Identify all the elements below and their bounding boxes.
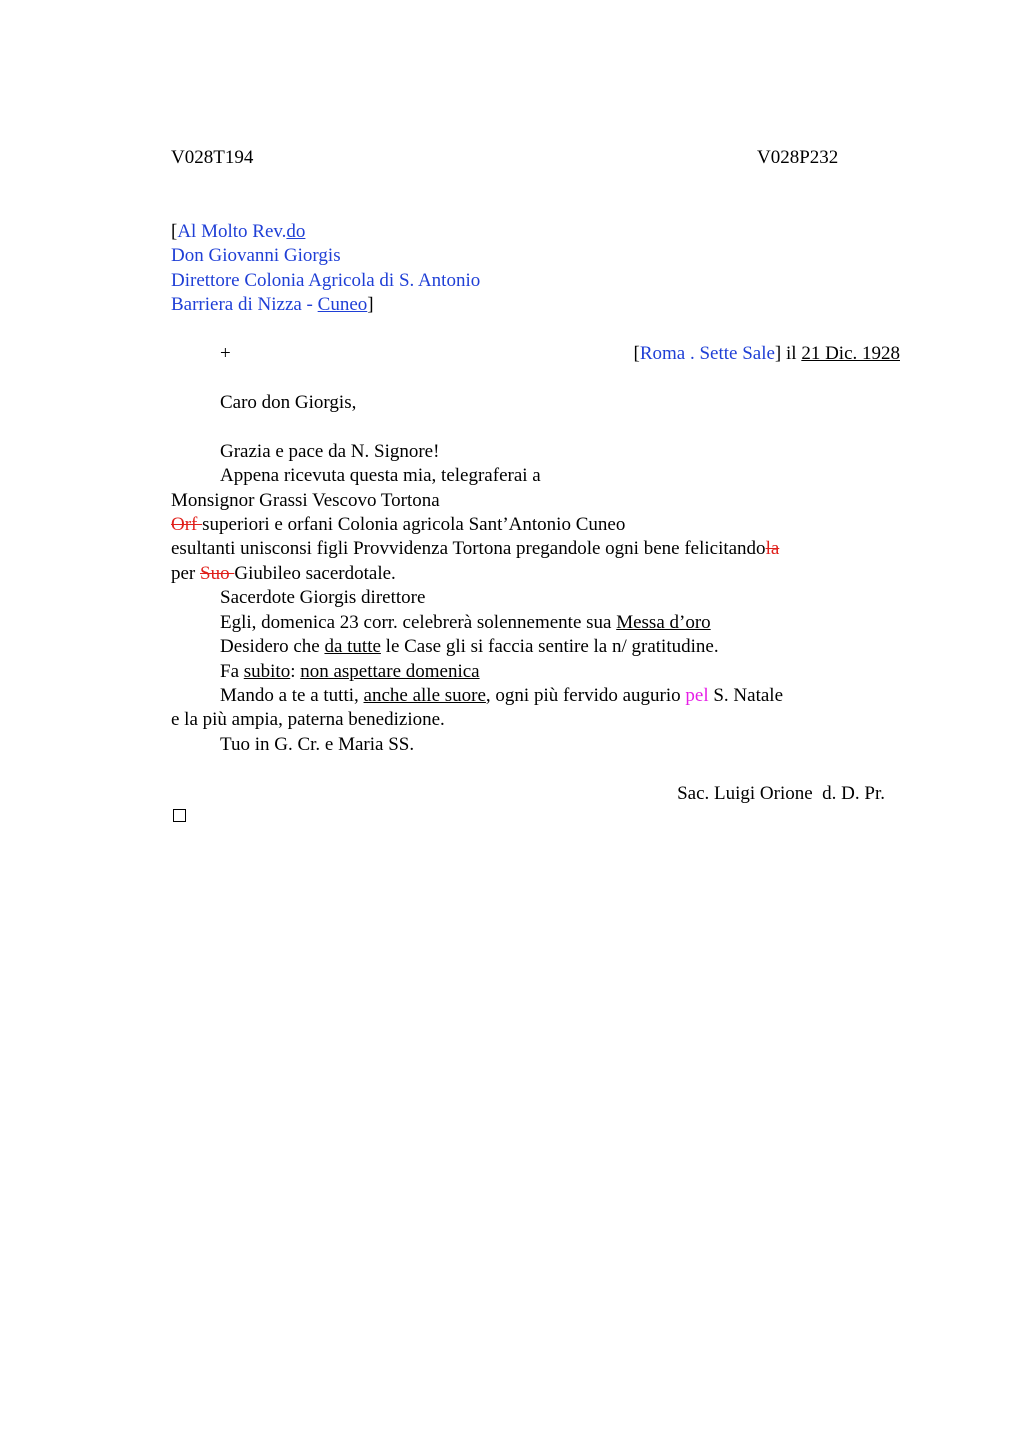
body-line: Fa subito: non aspettare domenica <box>220 661 480 682</box>
body-line: per Suo Giubileo sacerdotale. <box>171 563 396 584</box>
address-line-4: Barriera di Nizza - Cuneo] <box>171 294 374 315</box>
end-box-icon <box>173 809 186 822</box>
address-line-3: Direttore Colonia Agricola di S. Antonio <box>171 270 481 291</box>
body-line: esultanti unisconsi figli Provvidenza Tortona pregandole ogni bene felicitandola <box>171 538 780 559</box>
document-code-left: V028T194 <box>171 147 254 168</box>
signature: Sac. Luigi Orione d. D. Pr. <box>677 783 885 804</box>
body-line: Orf superiori e orfani Colonia agricola Sant’Antonio Cuneo <box>171 514 626 535</box>
deleted-text: Suo <box>200 563 235 584</box>
body-line: Monsignor Grassi Vescovo Tortona <box>171 490 440 511</box>
dateline: [Roma . Sette Sale] il 21 Dic. 1928 <box>633 343 900 364</box>
cross-mark: + <box>220 343 231 364</box>
body-line: Grazia e pace da N. Signore! <box>220 441 440 462</box>
body-line: Sacerdote Giorgis direttore <box>220 587 426 608</box>
highlighted-text: pel <box>685 685 709 706</box>
document-code-right: V028P232 <box>757 147 839 168</box>
address-line-2: Don Giovanni Giorgis <box>171 245 341 266</box>
body-line: Mando a te a tutti, anche alle suore, ogni più fervido augurio pel S. Natale <box>220 685 784 706</box>
address-line-1: [Al Molto Rev.do <box>171 221 306 242</box>
closing-line: Tuo in G. Cr. e Maria SS. <box>220 734 415 755</box>
body-line: Egli, domenica 23 corr. celebrerà solennemente sua Messa d’oro <box>220 612 711 633</box>
body-line: e la più ampia, paterna benedizione. <box>171 709 445 730</box>
deleted-text: Orf <box>171 514 203 535</box>
body-line: Desidero che da tutte le Case gli si faccia sentire la n/ gratitudine. <box>220 636 719 657</box>
body-line: Appena ricevuta questa mia, telegraferai a <box>220 465 541 486</box>
salutation: Caro don Giorgis, <box>220 392 357 413</box>
deleted-text: la <box>765 538 780 559</box>
